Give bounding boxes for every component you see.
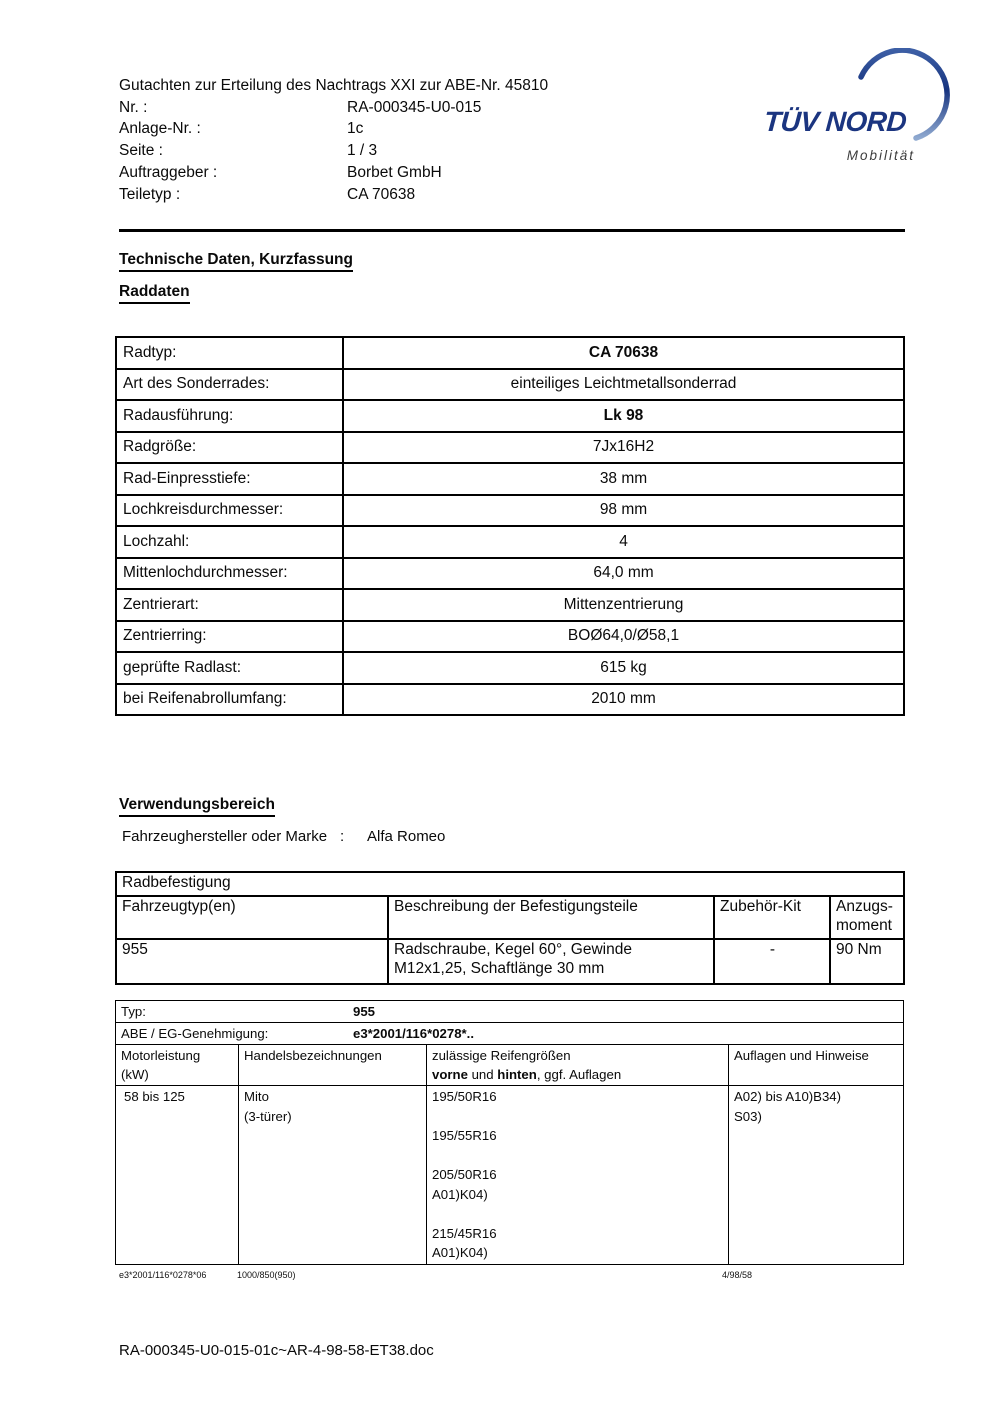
table-row bbox=[116, 652, 904, 684]
table-row bbox=[116, 400, 904, 432]
header-divider bbox=[119, 229, 905, 232]
col-header-zubehoer: Zubehör-Kit bbox=[714, 896, 830, 939]
field-value: 1c bbox=[347, 120, 364, 138]
typ-table bbox=[115, 1000, 904, 1265]
table-row bbox=[116, 432, 904, 464]
radbefestigung-table bbox=[115, 871, 905, 985]
header-field-auftraggeber bbox=[119, 162, 548, 184]
row-label: Lochkreisdurchmesser: bbox=[116, 495, 343, 527]
hersteller-colon: : bbox=[340, 828, 345, 845]
cell-handelsbezeichnung: Mito (3-türer) bbox=[239, 1086, 427, 1265]
field-label: Nr. : bbox=[119, 98, 148, 116]
col-header-beschreibung: Beschreibung der Befestigungsteile bbox=[388, 896, 714, 939]
row-label: Lochzahl: bbox=[116, 526, 343, 558]
typ-value: 955 bbox=[353, 1004, 376, 1019]
hersteller-line bbox=[122, 828, 722, 848]
footnote-weights: 1000/850(950) bbox=[237, 1270, 296, 1280]
table-row bbox=[116, 337, 904, 369]
footnote-ref: 4/98/58 bbox=[722, 1270, 753, 1280]
table-header-row bbox=[116, 1045, 904, 1086]
row-label: Mittenlochdurchmesser: bbox=[116, 558, 343, 590]
cell-auflagen: A02) bis A10)B34) S03) bbox=[729, 1086, 904, 1265]
col-header-handelsbezeichnungen: Handelsbezeichnungen bbox=[239, 1045, 427, 1086]
cell-reifengroessen: 195/50R16 195/55R16 205/50R16 A01)K04) 215/45R16 A01)K04) bbox=[427, 1086, 729, 1265]
cell-motorleistung: 58 bis 125 bbox=[116, 1086, 239, 1265]
row-value: Mittenzentrierung bbox=[343, 589, 904, 621]
row-value: 38 mm bbox=[343, 463, 904, 495]
typ-row bbox=[116, 1001, 904, 1023]
row-label: Radausführung: bbox=[116, 400, 343, 432]
footnote-eg-number: e3*2001/116*0278*06 bbox=[119, 1270, 207, 1280]
row-label: Zentrierring: bbox=[116, 621, 343, 653]
row-value: Lk 98 bbox=[343, 400, 904, 432]
typ-label: Typ: bbox=[121, 1004, 146, 1019]
row-label: geprüfte Radlast: bbox=[116, 652, 343, 684]
field-label: Seite : bbox=[119, 142, 163, 160]
row-label: Rad-Einpresstiefe: bbox=[116, 463, 343, 495]
field-label: Auftraggeber : bbox=[119, 163, 218, 181]
field-value: CA 70638 bbox=[347, 185, 416, 203]
header-field-teiletyp bbox=[119, 184, 548, 206]
cell-zubehoer: - bbox=[714, 939, 830, 984]
col-header-motorleistung: Motorleistung (kW) bbox=[116, 1045, 239, 1086]
table-row bbox=[116, 369, 904, 401]
row-value: 64,0 mm bbox=[343, 558, 904, 590]
tuv-nord-logo bbox=[750, 48, 955, 173]
row-value: CA 70638 bbox=[343, 337, 904, 369]
table-row bbox=[116, 1086, 904, 1265]
cell-beschreibung: Radschraube, Kegel 60°, Gewinde M12x1,25, Schaftlänge 30 mm bbox=[388, 939, 714, 984]
table-row bbox=[116, 526, 904, 558]
table-row bbox=[116, 939, 904, 984]
table-row bbox=[116, 684, 904, 716]
header-field-seite bbox=[119, 140, 548, 162]
section-heading-technische-daten: Technische Daten, Kurzfassung bbox=[119, 251, 353, 272]
row-value: 615 kg bbox=[343, 652, 904, 684]
table-title-row bbox=[116, 872, 904, 896]
cell-anzugsmoment: 90 Nm bbox=[830, 939, 904, 984]
table-row bbox=[116, 463, 904, 495]
document-filename: RA-000345-U0-015-01c~AR-4-98-58-ET38.doc bbox=[119, 1342, 434, 1359]
row-label: Zentrierart: bbox=[116, 589, 343, 621]
abe-row bbox=[116, 1023, 904, 1045]
row-value: einteiliges Leichtmetallsonderrad bbox=[343, 369, 904, 401]
row-value: 4 bbox=[343, 526, 904, 558]
field-label: Anlage-Nr. : bbox=[119, 120, 201, 138]
section-heading-verwendungsbereich: Verwendungsbereich bbox=[119, 796, 275, 817]
field-label: Teiletyp : bbox=[119, 185, 181, 203]
table-row bbox=[116, 495, 904, 527]
raddaten-table bbox=[115, 336, 905, 716]
row-label: bei Reifenabrollumfang: bbox=[116, 684, 343, 716]
row-value: 7Jx16H2 bbox=[343, 432, 904, 464]
field-value: RA-000345-U0-015 bbox=[347, 98, 482, 116]
field-value: 1 / 3 bbox=[347, 142, 378, 160]
table-row bbox=[116, 589, 904, 621]
hersteller-value: Alfa Romeo bbox=[367, 828, 446, 845]
row-label: Radgröße: bbox=[116, 432, 343, 464]
row-label: Radtyp: bbox=[116, 337, 343, 369]
document-title: Gutachten zur Erteilung des Nachtrags XXI zur ABE-Nr. 45810 bbox=[119, 77, 549, 94]
col-header-auflagen: Auflagen und Hinweise bbox=[729, 1045, 904, 1086]
table-row bbox=[116, 558, 904, 590]
col-header-reifengroessen: zulässige Reifengrößen vorne und hinten, ggf. Auflagen bbox=[427, 1045, 729, 1086]
col-header-anzugsmoment: Anzugs- moment bbox=[830, 896, 904, 939]
header-field-anlage bbox=[119, 118, 548, 140]
abe-label: ABE / EG-Genehmigung: bbox=[121, 1026, 269, 1041]
brand-wordmark: TÜV NORD bbox=[762, 106, 908, 137]
section-heading-raddaten: Raddaten bbox=[119, 283, 190, 304]
hersteller-label: Fahrzeughersteller oder Marke bbox=[122, 828, 328, 845]
brand-subtitle: Mobilität bbox=[846, 148, 915, 163]
field-value: Borbet GmbH bbox=[347, 163, 442, 181]
cell-fahrzeugtyp: 955 bbox=[116, 939, 388, 984]
col-header-fahrzeugtyp: Fahrzeugtyp(en) bbox=[116, 896, 388, 939]
table-row bbox=[116, 621, 904, 653]
document-header bbox=[119, 75, 548, 205]
radbefestigung-title: Radbefestigung bbox=[116, 872, 904, 896]
row-label: Art des Sonderrades: bbox=[116, 369, 343, 401]
row-value: 2010 mm bbox=[343, 684, 904, 716]
row-value: 98 mm bbox=[343, 495, 904, 527]
table-header-row bbox=[116, 896, 904, 939]
row-value: BOØ64,0/Ø58,1 bbox=[343, 621, 904, 653]
header-field-nr bbox=[119, 97, 548, 119]
abe-value: e3*2001/116*0278*.. bbox=[353, 1026, 475, 1041]
